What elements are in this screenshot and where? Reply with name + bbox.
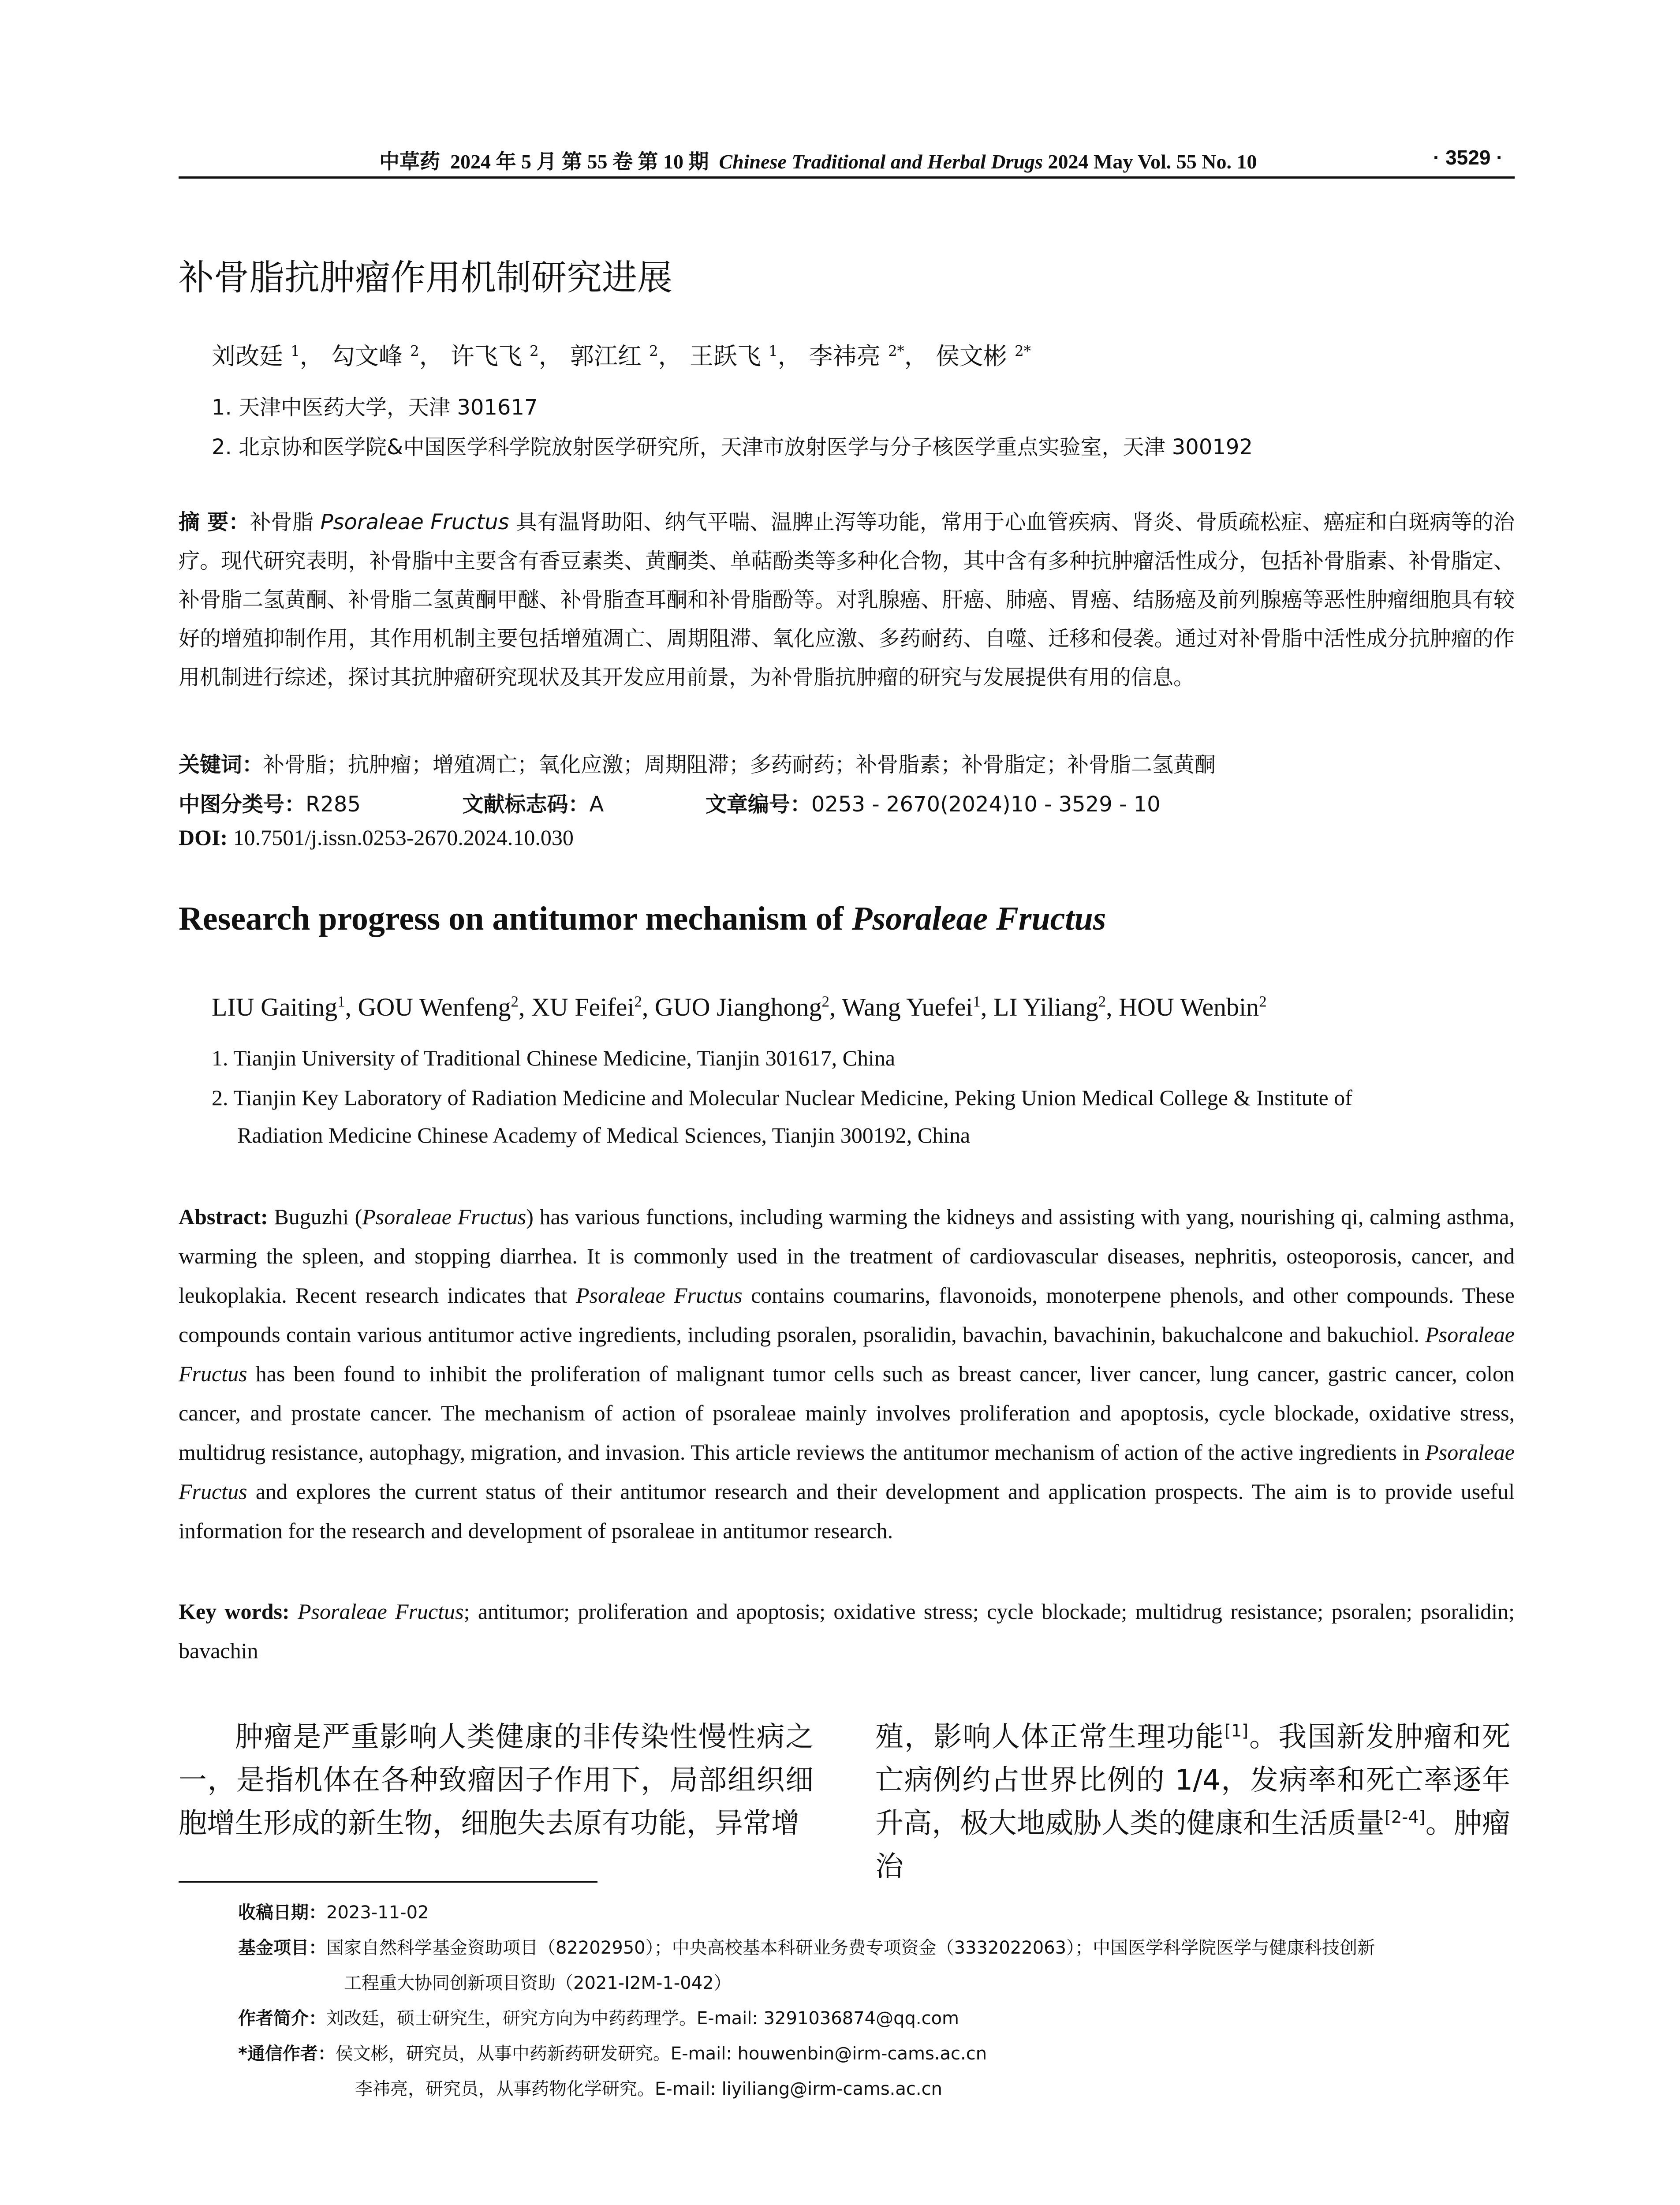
citation-2-4[interactable]: [2-4] [1384,1807,1426,1828]
keywords-en: Key words: Psoraleae Fructus; antitumor; proliferation and apoptosis; oxidative stress; cycle blockade; multidrug resistance; psoralen; psoralidin; bavachin [179,1599,1515,1663]
journal-name-cn: 中草药 [379,150,440,173]
header-rule [179,176,1515,179]
issue-cn: 2024 年 5 月 第 55 卷 第 10 期 [450,150,709,173]
affiliation-en-2-cont: Radiation Medicine Chinese Academy of Medical Sciences, Tianjin 300192, China [237,1123,971,1147]
affiliation-cn-2: 2. 北京协和医学院&中国医学科学院放射医学研究所，天津市放射医学与分子核医学重点实验室，天津 300192 [212,435,1253,460]
author-en: GOU Wenfeng$^2$ [358,993,519,1021]
author-list-cn: 刘改廷 $^1$， 勾文峰 $^2$， 许飞飞 $^2$， 郭江红 $^2$， 王跃飞 $^1$， 李祎亮 $^{2*}$， 侯文彬 $^{2*}$ [212,342,1031,370]
abstract-en-label: Abstract: [179,1204,268,1229]
body-column-right: 殖，影响人体正常生理功能[1]。我国新发肿瘤和死亡病例约占世界比例的 1/4，发病率和死亡率逐年升高，极大地威胁人类的健康和生活质量[2-4]。肿瘤治 [875,1721,1511,1883]
author-en: LIU Gaiting$^1$ [212,993,345,1021]
affiliation-en-1: 1. Tianjin University of Traditional Chinese Medicine, Tianjin 301617, China [212,1046,896,1070]
author-en: HOU Wenbin$^2$ [1119,993,1267,1021]
article-title-en: Research progress on antitumor mechanism of Psoraleae Fructus [179,900,1106,937]
classification-line: 中图分类号：R285 文献标志码：A 文章编号：0253 - 2670(2024)10 - 3529 - 10 [179,792,1161,817]
issue-en: 2024 May Vol. 55 No. 10 [1048,150,1257,173]
footnote-fund-cont: 工程重大协同创新项目资助（2021-I2M-1-042） [344,1973,732,1993]
doi-value[interactable]: 10.7501/j.issn.0253-2670.2024.10.030 [233,825,574,850]
doi-line: DOI: 10.7501/j.issn.0253-2670.2024.10.030 [179,825,574,850]
footnote-corresponding-cont: 李祎亮，研究员，从事药物化学研究。E-mail: liyiliang@irm-cams.ac.cn [355,2079,942,2099]
author-en: GUO Jianghong$^2$ [654,993,829,1021]
author-list-en: LIU Gaiting$^1$, GOU Wenfeng$^2$, XU Feifei$^2$, GUO Jianghong$^2$, Wang Yuefei$^1$, LI Yiliang$^2$, HOU Wenbin$^2$ [212,993,1267,1021]
footnote-fund: 基金项目：国家自然科学基金资助项目（82202950）；中央高校基本科研业务费专项资金（3332022063）；中国医学科学院医学与健康科技创新 [238,1938,1375,1958]
footnote-bio: 作者简介：刘改廷，硕士研究生，研究方向为中药药理学。E-mail: 3291036874@qq.com [238,2008,959,2029]
affiliation-en-2: 2. Tianjin Key Laboratory of Radiation Medicine and Molecular Nuclear Medicine, Peking Union Medical College & Institute of [212,1085,1352,1110]
author-cn: 刘改廷 $^1$ [212,342,300,370]
keywords-cn: 关键词：补骨脂；抗肿瘤；增殖凋亡；氧化应激；周期阻滞；多药耐药；补骨脂素；补骨脂定；补骨脂二氢黄酮 [179,752,1216,777]
author-cn: 侯文彬 $^{2*}$ [935,342,1031,370]
footnote-corresponding: *通信作者：侯文彬，研究员，从事中药新药研发研究。E-mail: houwenbin@irm-cams.ac.cn [238,2044,987,2064]
footnote-rule [179,1881,597,1883]
author-en: LI Yiliang$^2$ [993,993,1106,1021]
author-cn: 郭江红 $^2$ [570,342,658,370]
page-number: · 3529 · [1433,146,1503,169]
author-en: XU Feifei$^2$ [531,993,642,1021]
abstract-cn: 摘 要：补骨脂 Psoraleae Fructus 具有温肾助阳、纳气平喘、温脾止泻等功能，常用于心血管疾病、肾炎、骨质疏松症、癌症和白斑病等的治疗。现代研究表明，补骨脂中主要含有香豆素类、黄酮类、单萜酚类等多种化合物，其中含有多种抗肿瘤活性成分，包括补骨脂素、补骨脂定、补骨脂二氢黄酮、补骨脂二氢黄酮甲醚、补骨脂查耳酮和补骨脂酚等。对乳腺癌、肝癌、肺癌、胃癌、结肠癌及前列腺癌等恶性肿瘤细胞具有较好的增殖抑制作用，其作用机制主要包括增殖凋亡、周期阻滞、氧化应激、多药耐药、自噬、迁移和侵袭。通过对补骨脂中活性成分抗肿瘤的作用机制进行综述，探讨其抗肿瘤研究现状及其开发应用前景，为补骨脂抗肿瘤的研究与发展提供有用的信息。 [179,510,1515,690]
article-title-cn: 补骨脂抗肿瘤作用机制研究进展 [179,257,672,298]
author-cn: 李祎亮 $^{2*}$ [809,342,904,370]
author-en: Wang Yuefei$^1$ [841,993,981,1021]
citation-1[interactable]: [1] [1224,1721,1249,1741]
body-column-left: 肿瘤是严重影响人类健康的非传染性慢性病之一，是指机体在各种致瘤因子作用下，局部组织细胞增生形成的新生物，细胞失去原有功能，异常增 [179,1721,814,1840]
footnote-received: 收稿日期：2023-11-02 [238,1902,429,1923]
author-cn: 王跃飞 $^1$ [689,342,778,370]
author-cn: 许飞飞 $^2$ [450,342,539,370]
affiliation-cn-1: 1. 天津中医药大学，天津 301617 [212,395,538,420]
running-header [379,146,1257,175]
abstract-cn-label: 摘 要： [179,510,250,534]
abstract-en: Abstract: Buguzhi (Psoraleae Fructus) has various functions, including warming the kidneys and assisting with yang, nourishing qi, calming asthma, warming the spleen, and stopping diarrhea. It is commonly used in the treatment of cardiovascular diseases, nephritis, osteoporosis, cancer, and leukoplakia. Recent research indicates that Psoraleae Fructus contains coumarins, flavonoids, monoterpene phenols, and other compounds. These compounds contain various antitumor active ingredients, including psoralen, psoralidin, bavachin, bavachinin, bakuchalcone and bakuchiol. Psoraleae Fructus has been found to inhibit the proliferation of malignant tumor cells such as breast cancer, liver cancer, lung cancer, gastric cancer, colon cancer, and prostate cancer. The mechanism of action of psoraleae mainly involves proliferation and apoptosis, cycle blockade, oxidative stress, multidrug resistance, autophagy, migration, and invasion. This article reviews the antitumor mechanism of action of the active ingredients in Psoraleae Fructus and explores the current status of their antitumor research and their development and application prospects. The aim is to provide useful information for the research and development of psoraleae in antitumor research. [179,1204,1515,1543]
author-cn: 勾文峰 $^2$ [331,342,419,370]
journal-name-en: Chinese Traditional and Herbal Drugs [719,150,1043,173]
